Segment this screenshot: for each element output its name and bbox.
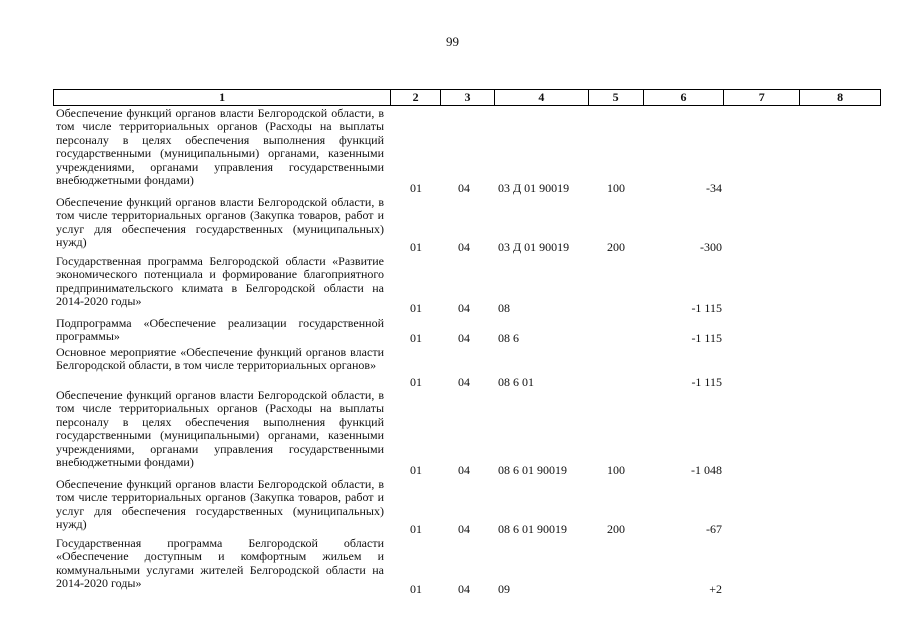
row-code: 08 6 01 — [498, 375, 534, 389]
row-section: 01 — [410, 375, 422, 389]
header-col-4: 4 — [495, 90, 589, 105]
header-col-5: 5 — [589, 90, 644, 105]
row-section: 01 — [410, 301, 422, 315]
row-code: 03 Д 01 90019 — [498, 181, 570, 195]
header-col-2: 2 — [391, 90, 441, 105]
row-description: Обеспечение функций органов власти Белгородской области, в том числе территориальных органов (Закупка товаров, работ и услуг для обеспечения государственных (муниципальных) нужд) — [56, 477, 384, 532]
row-code: 08 6 01 90019 — [498, 522, 567, 536]
row-code: 08 6 01 90019 — [498, 463, 567, 477]
row-subsection: 04 — [458, 522, 470, 536]
header-col-8: 8 — [837, 90, 844, 104]
row-description: Обеспечение функций органов власти Белгородской области, в том числе территориальных органов (Закупка товаров, работ и услуг для обеспечения государственных (муниципальных) нужд) — [56, 195, 384, 250]
row-section: 01 — [410, 331, 422, 345]
row-code: 08 — [498, 301, 510, 315]
row-amount: +2 — [709, 582, 722, 596]
header-col-6: 6 — [644, 90, 725, 105]
row-amount: -1 048 — [691, 463, 722, 477]
page-number: 99 — [446, 34, 459, 49]
row-code: 09 — [498, 582, 510, 596]
row-description: Государственная программа Белгородской области «Развитие экономического потенциала и формирование благоприятного предпринимательского климата в Белгородской области на 2014-2020 годы» — [56, 254, 384, 309]
row-amount: -34 — [706, 181, 722, 195]
row-section: 01 — [410, 240, 422, 254]
row-subsection: 04 — [458, 301, 470, 315]
row-description: Государственная программа Белгородской области «Обеспечение доступным и комфортным жильем и коммунальными услугами жителей Белгородской области на 2014-2020 годы» — [56, 536, 384, 591]
row-subsection: 04 — [458, 181, 470, 195]
row-amount: -1 115 — [691, 301, 722, 315]
row-code: 08 6 — [498, 331, 519, 345]
row-subsection: 04 — [458, 463, 470, 477]
header-col-3: 3 — [441, 90, 495, 105]
row-amount: -67 — [706, 522, 722, 536]
row-subsection: 04 — [458, 331, 470, 345]
row-section: 01 — [410, 181, 422, 195]
row-description: Основное мероприятие «Обеспечение функций органов власти Белгородской области, в том числе территориальных органов» — [56, 345, 384, 373]
row-description: Обеспечение функций органов власти Белгородской области, в том числе территориальных органов (Расходы на выплаты персоналу в целях обеспечения выполнения функций государственными (муниципальными) органами, казенными учреждениями, органами управления государственными внебюджетными фондами) — [56, 106, 384, 188]
row-subsection: 04 — [458, 582, 470, 596]
row-description: Подпрограмма «Обеспечение реализации государственной программы» — [56, 316, 384, 344]
row-section: 01 — [410, 522, 422, 536]
row-amount: -1 115 — [691, 375, 722, 389]
row-code: 03 Д 01 90019 — [498, 240, 570, 254]
row-subsection: 04 — [458, 240, 470, 254]
row-vr: 200 — [607, 522, 625, 536]
row-description: Обеспечение функций органов власти Белгородской области, в том числе территориальных органов (Расходы на выплаты персоналу в целях обеспечения выполнения функций государственными (муниципальными) органами, казенными учреждениями, органами управления государственными внебюджетными фондами) — [56, 388, 384, 470]
row-section: 01 — [410, 463, 422, 477]
header-col-1: 1 — [54, 90, 391, 105]
row-vr: 100 — [607, 463, 625, 477]
header-col-7: 7 — [724, 90, 800, 105]
row-vr: 200 — [607, 240, 625, 254]
row-amount: -1 115 — [691, 331, 722, 345]
row-amount: -300 — [700, 240, 722, 254]
row-subsection: 04 — [458, 375, 470, 389]
row-section: 01 — [410, 582, 422, 596]
row-vr: 100 — [607, 181, 625, 195]
